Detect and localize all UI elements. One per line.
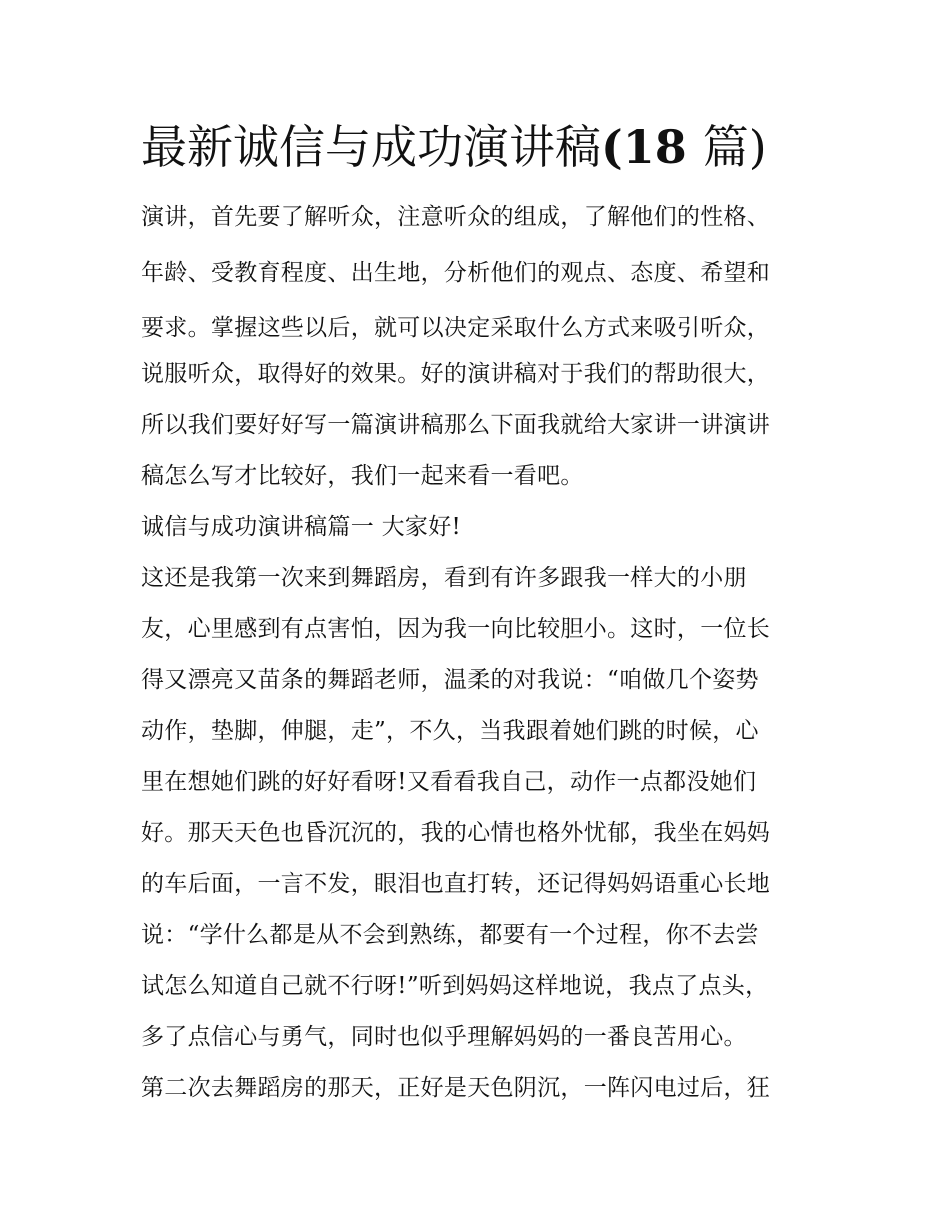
body-line: 得又漂亮又苗条的舞蹈老师，温柔的对我说：“咱做几个姿势 [141,667,759,693]
body-line: 所以我们要好好写一篇演讲稿那么下面我就给大家讲一讲演讲 [141,412,771,438]
body-line: 里在想她们跳的好好看呀!又看看我自己，动作一点都没她们 [141,769,757,795]
title-number: (18 [601,120,703,174]
body-line: 说服听众，取得好的效果。好的演讲稿对于我们的帮助很大， [141,361,771,387]
body-line: 试怎么知道自己就不行呀!”听到妈妈这样地说，我点了点头， [141,973,769,999]
section-heading: 诚信与成功演讲稿篇一 大家好! [141,514,462,540]
body-line: 这还是我第一次来到舞蹈房，看到有许多跟我一样大的小朋 [141,565,747,591]
body-line: 动作，垫脚，伸腿，走”，不久，当我跟着她们跳的时候，心 [141,718,759,744]
body-line: 要求。掌握这些以后，就可以决定采取什么方式来吸引听众， [141,315,771,341]
body-line: 的车后面，一言不发，眼泪也直打转，还记得妈妈语重心长地 [141,871,771,897]
body-line: 友，心里感到有点害怕，因为我一向比较胆小。这时，一位长 [141,616,771,642]
body-line: 说：“学什么都是从不会到熟练，都要有一个过程，你不去尝 [141,922,759,948]
body-line: 演讲，首先要了解听众，注意听众的组成，了解他们的性格、 [141,204,771,230]
body-line: 年龄、受教育程度、出生地，分析他们的观点、态度、希望和 [141,260,771,286]
body-line: 第二次去舞蹈房的那天，正好是天色阴沉，一阵闪电过后，狂 [141,1075,771,1101]
body-line: 好。那天天色也昏沉沉的，我的心情也格外忧郁，我坐在妈妈 [141,820,771,846]
title-text: 最新诚信与成功演讲稿 [141,120,601,174]
body-line: 多了点信心与勇气，同时也似乎理解妈妈的一番良苦用心。 [141,1024,747,1050]
title-suffix: 篇) [702,120,767,174]
document-title [141,112,841,182]
body-line: 稿怎么写才比较好，我们一起来看一看吧。 [141,463,584,489]
